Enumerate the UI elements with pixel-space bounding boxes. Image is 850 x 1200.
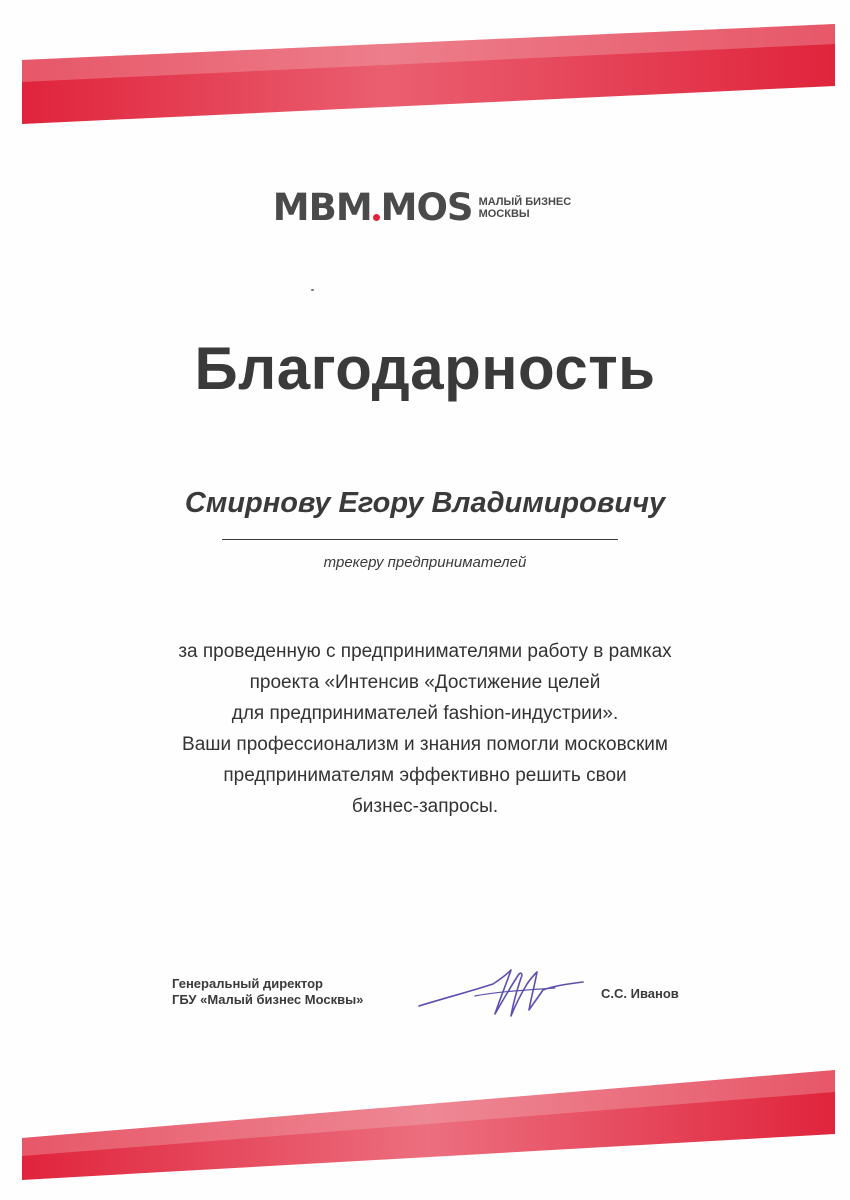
body-line: предпринимателям эффективно решить свои (223, 765, 627, 786)
body-line: для предпринимателей fashion-индустрии». (231, 703, 619, 724)
signer-position (172, 976, 363, 1008)
logo-dot (373, 214, 380, 221)
certificate-body (75, 636, 775, 822)
scan-speck (311, 289, 314, 291)
logo-wordmark: MBM MOS (272, 186, 473, 229)
recipient-role: трекеру предпринимателей (323, 554, 527, 571)
body-line: за проведенную с предпринимателями работу в рамках (178, 641, 672, 662)
signer-position-line: Генеральный директор (172, 976, 323, 991)
mbm-mos-logo (0, 188, 850, 228)
recipient-name: Смирнову Егору Владимировичу (184, 487, 666, 519)
handwritten-signature (415, 960, 590, 1030)
certificate-title: Благодарность (194, 335, 656, 402)
body-line: бизнес-запросы. (351, 796, 499, 817)
recipient-underline (222, 539, 618, 540)
body-line: проекта «Интенсив «Достижение целей (249, 672, 601, 693)
signer-name: С.С. Иванов (601, 986, 679, 1001)
signer-position-line: ГБУ «Малый бизнес Москвы» (172, 992, 364, 1007)
body-line: Ваши профессионализм и знания помогли московским (182, 734, 668, 755)
logo-tagline: МАЛЫЙ БИЗНЕС МОСКВЫ (478, 196, 572, 220)
